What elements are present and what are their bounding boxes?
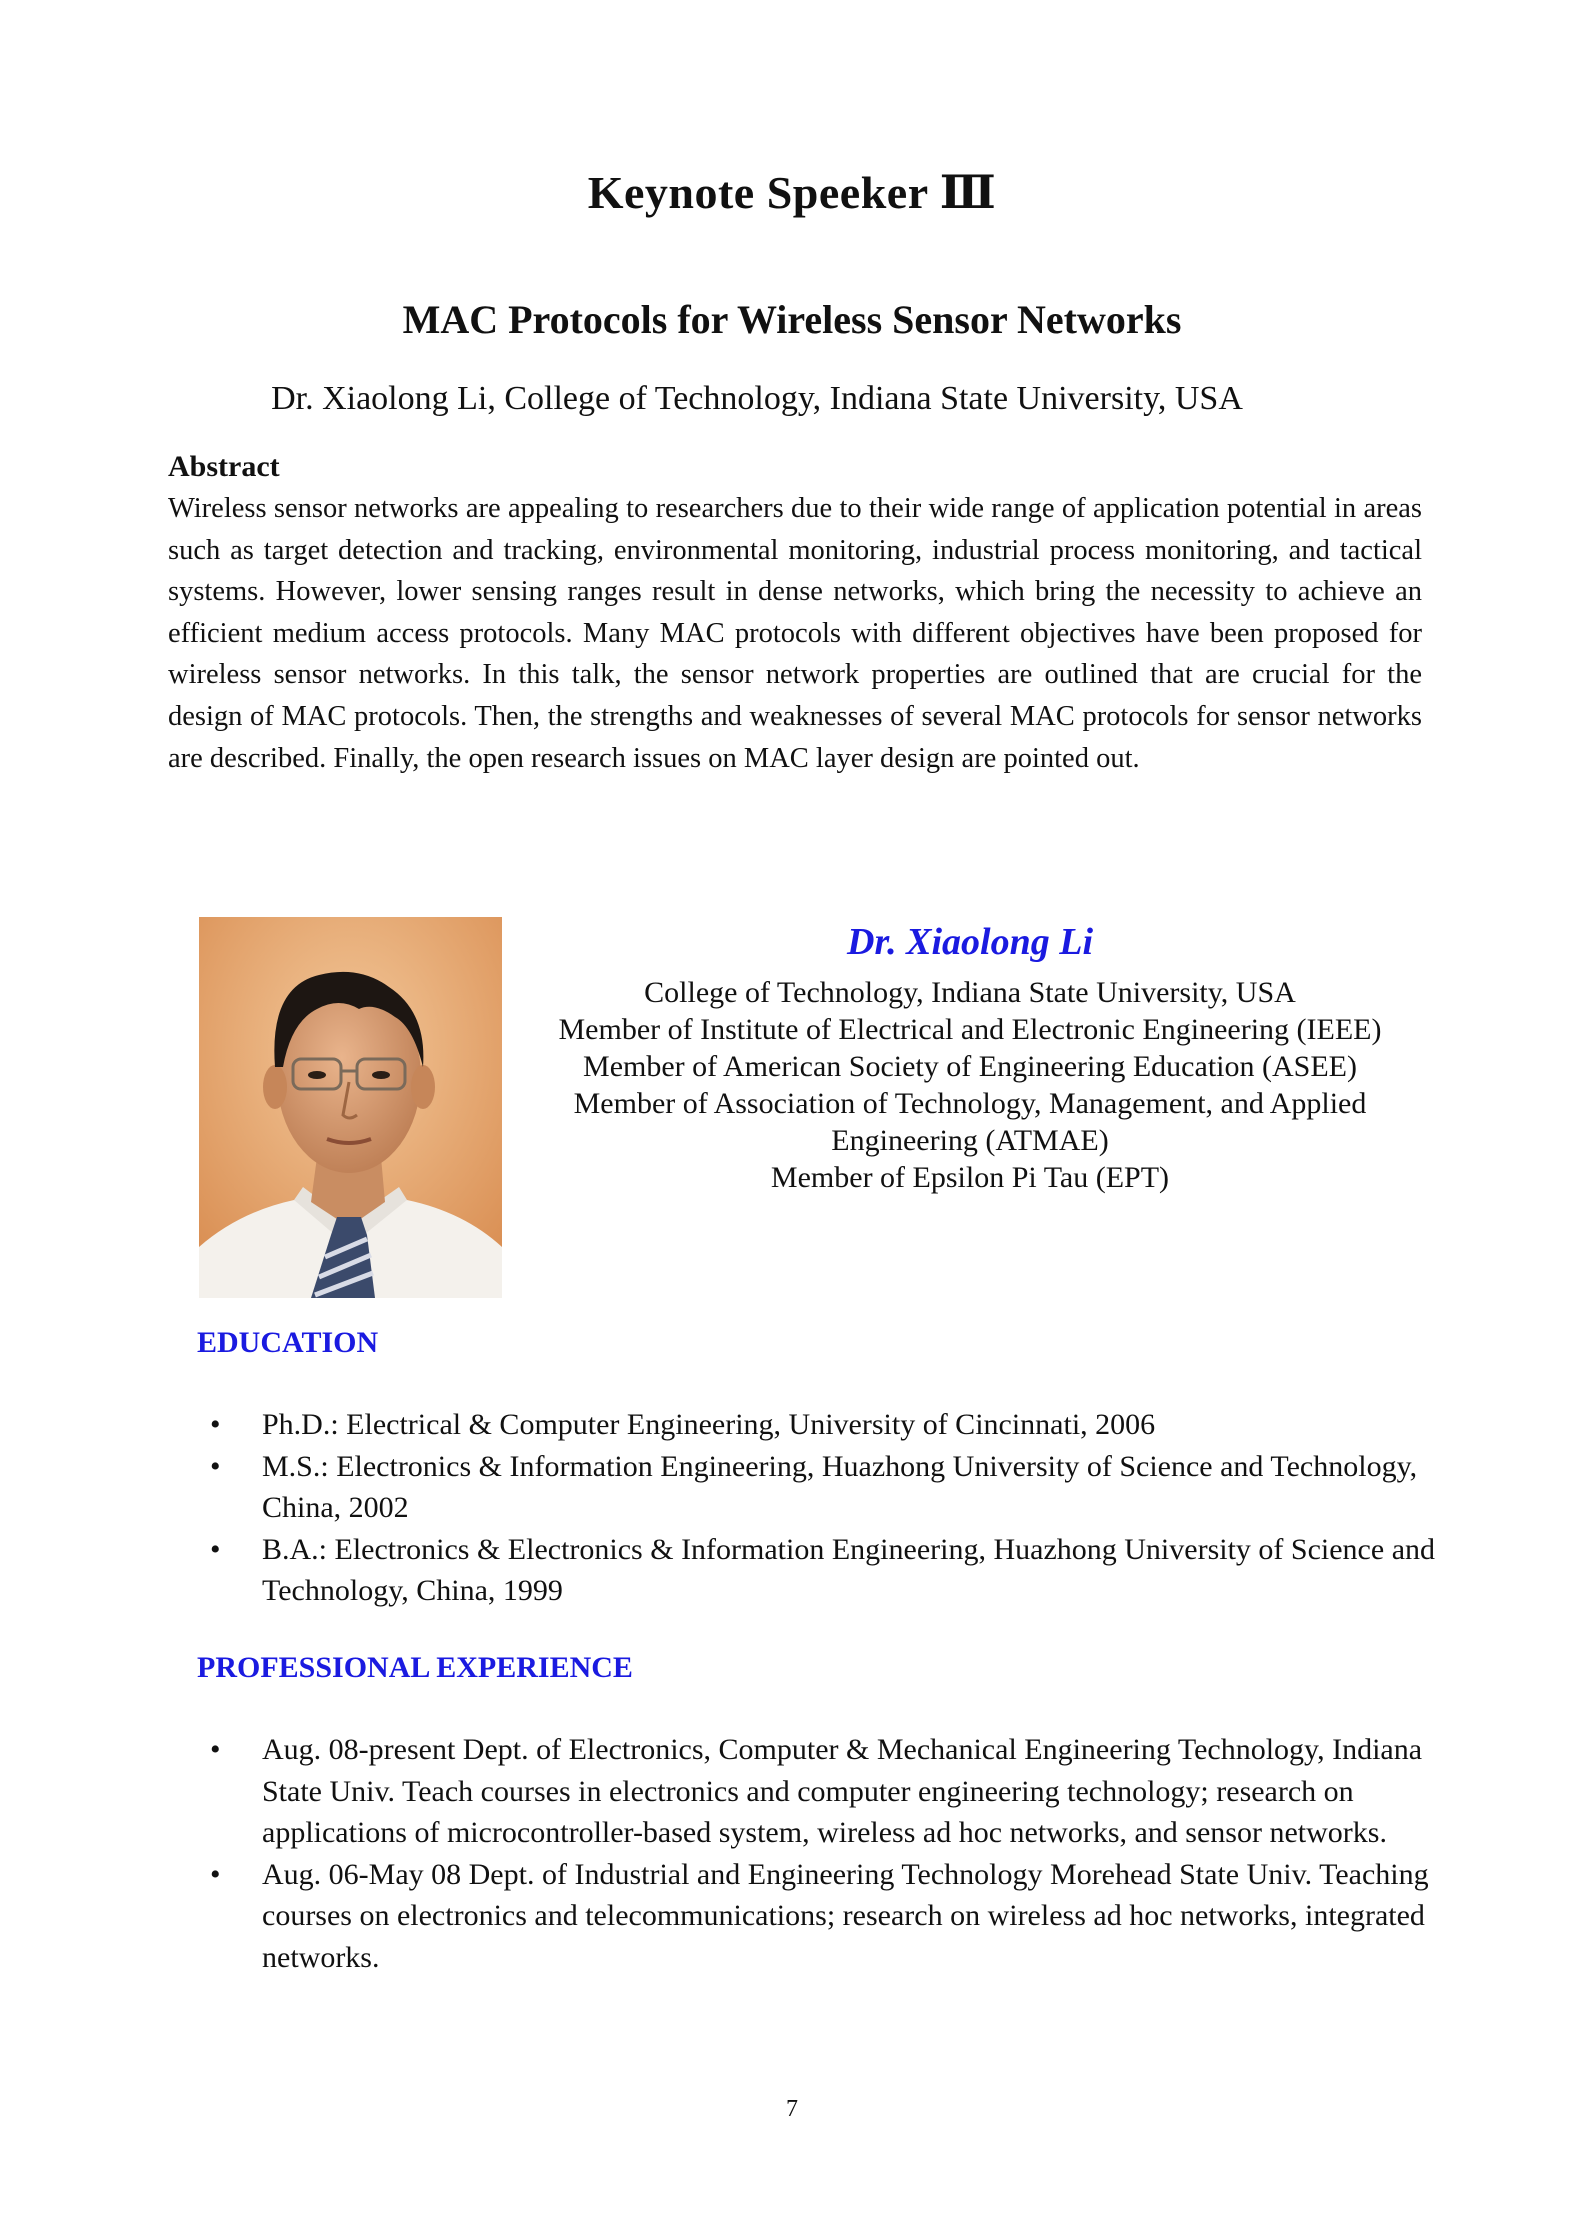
affiliation-line: Member of American Society of Engineering Education (ASEE) — [583, 1050, 1357, 1083]
experience-list — [210, 1729, 1440, 1978]
list-item-text: Aug. 06-May 08 Dept. of Industrial and Engineering Technology Morehead State Univ. Teaching courses on electronics and telecommunications; research on wireless ad hoc networks, integrated networks. — [262, 1857, 1429, 1974]
bullet-icon: • — [210, 1408, 221, 1441]
affiliation-line: Engineering (ATMAE) — [831, 1124, 1109, 1157]
affiliation-line: Member of Association of Technology, Management, and Applied — [573, 1087, 1367, 1120]
list-item — [210, 1446, 1440, 1529]
abstract-heading: Abstract — [168, 450, 280, 483]
affiliation-line: Member of Institute of Electrical and Electronic Engineering (IEEE) — [558, 1013, 1382, 1046]
talk-title: MAC Protocols for Wireless Sensor Networks — [402, 297, 1182, 342]
list-item — [210, 1729, 1440, 1854]
bullet-icon: • — [210, 1857, 221, 1891]
list-item-text: Aug. 08-present Dept. of Electronics, Computer & Mechanical Engineering Technology, Indiana State Univ. Teach courses in electronics and computer engineering technology; research on applications of microcontroller-based system, wireless ad hoc networks, and sensor networks. — [262, 1733, 1423, 1849]
list-item-text: B.A.: Electronics & Electronics & Information Engineering, Huazhong University of Science and Technology, China, 1999 — [262, 1532, 1436, 1607]
affiliation-line: Member of Epsilon Pi Tau (EPT) — [770, 1161, 1170, 1194]
list-item — [210, 1404, 1440, 1446]
speaker-photo — [199, 917, 502, 1298]
abstract-text: Wireless sensor networks are appealing to researchers due to their wide range of application potential in areas such as target detection and tracking, environmental monitoring, industrial process monitoring, and tactical systems. However, lower sensing ranges result in dense networks, which bring the necessity to achieve an efficient medium access protocols. Many MAC protocols with different objectives have been proposed for wireless sensor networks. In this talk, the sensor network properties are outlined that are crucial for the design of MAC protocols. Then, the strengths and weaknesses of several MAC protocols for sensor networks are described. Finally, the open research issues on MAC layer design are pointed out. — [168, 493, 1422, 774]
speaker-line: Dr. Xiaolong Li, College of Technology, Indiana State University, USA — [271, 380, 1243, 417]
profile-name: Dr. Xiaolong Li — [847, 921, 1093, 963]
affiliation-line: College of Technology, Indiana State University, USA — [644, 976, 1296, 1009]
bullet-icon: • — [210, 1532, 221, 1566]
education-heading: EDUCATION — [197, 1326, 379, 1359]
list-item — [210, 1854, 1440, 1979]
education-list — [210, 1404, 1440, 1612]
keynote-heading: Keynote Speeker Ⅲ — [587, 167, 997, 218]
experience-heading: PROFESSIONAL EXPERIENCE — [197, 1651, 633, 1684]
bullet-icon: • — [210, 1733, 221, 1766]
list-item-text: M.S.: Electronics & Information Engineering, Huazhong University of Science and Technology, China, 2002 — [262, 1449, 1418, 1524]
bullet-icon: • — [210, 1449, 221, 1483]
list-item — [210, 1529, 1440, 1612]
speaker-profile — [520, 920, 1420, 1196]
list-item-text: Ph.D.: Electrical & Computer Engineering, University of Cincinnati, 2006 — [262, 1408, 1156, 1441]
page-number: 7 — [786, 2096, 798, 2122]
